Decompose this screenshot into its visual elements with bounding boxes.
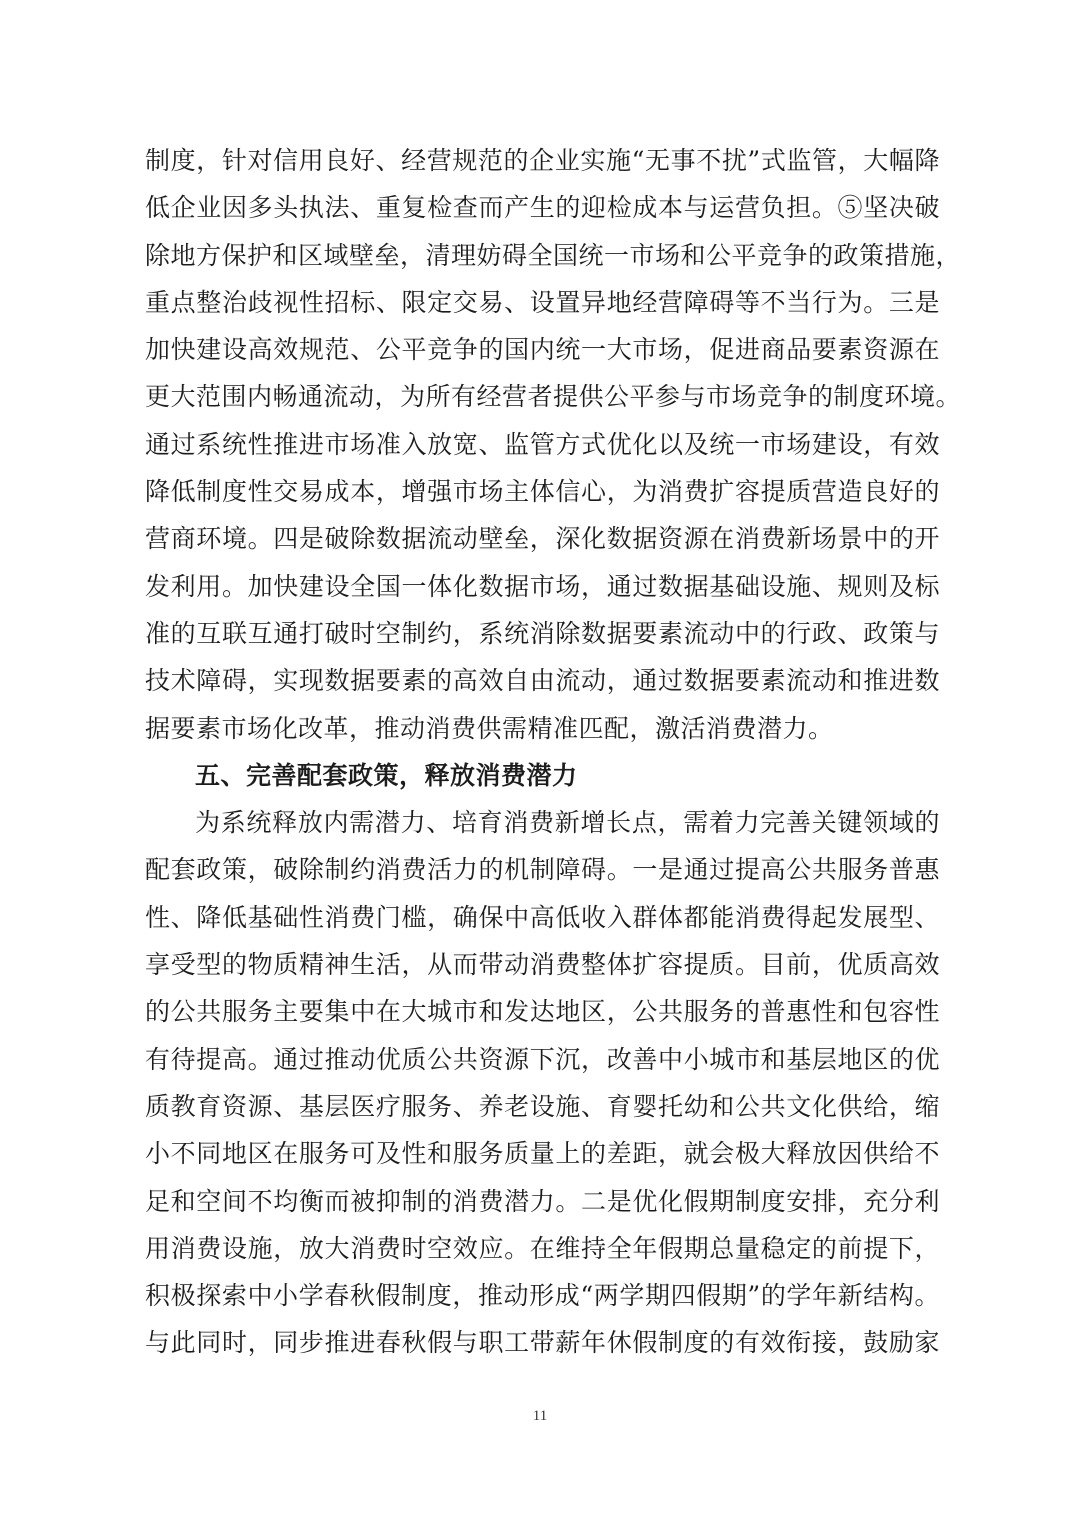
text-line: 质教育资源、基层医疗服务、养老设施、育婴托幼和公共文化供给，缩 (145, 1091, 940, 1121)
text-line: 通过系统性推进市场准入放宽、监管方式优化以及统一市场建设，有效 (145, 429, 940, 459)
paragraph (145, 799, 940, 1367)
section-heading: 五、完善配套政策，释放消费潜力 (195, 760, 578, 790)
text-line: 用消费设施，放大消费时空效应。在维持全年假期总量稳定的前提下， (145, 1233, 940, 1263)
text-line: 营商环境。四是破除数据流动壁垒，深化数据资源在消费新场景中的开 (145, 524, 940, 554)
text-line: 积极探索中小学春秋假制度，推动形成“两学期四假期”的学年新结构。 (145, 1281, 940, 1311)
text-line: 足和空间不均衡而被抑制的消费潜力。二是优化假期制度安排，充分利 (145, 1186, 940, 1216)
text-line: 更大范围内畅通流动，为所有经营者提供公平参与市场竞争的制度环境。 (145, 382, 962, 412)
text-line: 与此同时，同步推进春秋假与职工带薪年休假制度的有效衔接，鼓励家 (145, 1328, 940, 1358)
text-line: 低企业因多头执法、重复检查而产生的迎检成本与运营负担。⑤坚决破 (145, 193, 940, 223)
text-line: 为系统释放内需潜力、培育消费新增长点，需着力完善关键领域的 (195, 808, 940, 838)
text-line: 技术障碍，实现数据要素的高效自由流动，通过数据要素流动和推进数 (145, 666, 940, 696)
text-line: 据要素市场化改革，推动消费供需精准匹配，激活消费潜力。 (145, 713, 834, 743)
page-number: 11 (532, 1408, 548, 1424)
text-line: 性、降低基础性消费门槛，确保中高低收入群体都能消费得起发展型、 (145, 902, 940, 932)
text-line: 小不同地区在服务可及性和服务质量上的差距，就会极大释放因供给不 (145, 1139, 940, 1169)
text-line: 降低制度性交易成本，增强市场主体信心，为消费扩容提质营造良好的 (145, 477, 940, 507)
paragraph (145, 137, 962, 752)
text-line: 制度，针对信用良好、经营规范的企业实施“无事不扰”式监管，大幅降 (145, 146, 940, 175)
text-line: 发利用。加快建设全国一体化数据市场，通过数据基础设施、规则及标 (145, 571, 940, 601)
text-line: 加快建设高效规范、公平竞争的国内统一大市场，促进商品要素资源在 (145, 335, 940, 365)
body-text (145, 137, 962, 1367)
text-line: 重点整治歧视性招标、限定交易、设置异地经营障碍等不当行为。三是 (145, 287, 940, 317)
text-line: 配套政策，破除制约消费活力的机制障碍。一是通过提高公共服务普惠 (145, 855, 940, 885)
text-line: 有待提高。通过推动优质公共资源下沉，改善中小城市和基层地区的优 (145, 1044, 940, 1074)
text-line: 的公共服务主要集中在大城市和发达地区，公共服务的普惠性和包容性 (145, 997, 940, 1027)
text-line: 除地方保护和区域壁垒，清理妨碍全国统一市场和公平竞争的政策措施， (145, 240, 962, 270)
text-line: 准的互联互通打破时空制约，系统消除数据要素流动中的行政、政策与 (145, 618, 940, 648)
text-line: 享受型的物质精神生活，从而带动消费整体扩容提质。目前，优质高效 (145, 950, 940, 980)
